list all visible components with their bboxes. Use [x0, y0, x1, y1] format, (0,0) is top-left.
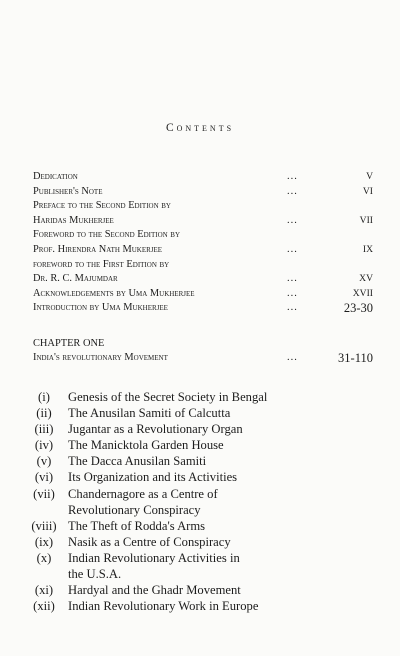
section-item	[20, 598, 320, 614]
toc-dots: ...	[287, 273, 298, 285]
section-number: (iv)	[34, 438, 54, 453]
toc-page: VI	[362, 185, 373, 197]
chapter-row	[33, 351, 373, 366]
toc-page: XVII	[352, 287, 373, 299]
section-number: (xi)	[34, 583, 54, 598]
section-title: The Theft of Rodda's Arms	[68, 518, 206, 533]
section-item	[20, 486, 320, 518]
toc-title: Preface to the Second Edition by	[33, 200, 171, 212]
section-list	[20, 389, 320, 614]
section-title: Indian Revolutionary Work in Europe	[68, 599, 259, 614]
chapter-page: 31-110	[338, 351, 373, 365]
section-number: (vi)	[34, 470, 54, 485]
toc-row	[33, 258, 373, 273]
toc-dots: ...	[287, 302, 298, 314]
section-item	[20, 518, 320, 534]
toc-page: XV	[359, 273, 373, 285]
section-item	[20, 534, 320, 550]
chapter-title: India's revolutionary Movement	[33, 352, 168, 363]
toc-title: Haridas Mukherjee	[33, 214, 114, 226]
section-number: (xii)	[33, 599, 55, 614]
section-title: The Manicktola Garden House	[68, 438, 224, 453]
toc-row	[33, 185, 373, 200]
section-item	[20, 405, 320, 421]
toc-row	[33, 214, 373, 229]
toc-row	[33, 199, 373, 214]
section-title: Hardyal and the Ghadr Movement	[68, 583, 241, 598]
toc-row	[33, 228, 373, 243]
toc-row	[33, 287, 373, 302]
section-number: (x)	[36, 550, 52, 565]
section-number: (v)	[36, 454, 52, 469]
front-matter-list	[33, 170, 373, 316]
section-title: The Dacca Anusilan Samiti	[68, 454, 207, 469]
toc-title: foreword to the First Edition by	[33, 258, 170, 270]
toc-title: Dr. R. C. Majumdar	[33, 273, 118, 285]
toc-title: Prof. Hirendra Nath Mukerjee	[33, 243, 163, 255]
section-title: Chandernagore as a Centre of	[68, 486, 218, 501]
toc-page: 23-30	[343, 301, 373, 316]
section-number: (vii)	[33, 486, 55, 501]
toc-title: Publisher's Note	[33, 185, 103, 197]
toc-page: V	[366, 171, 373, 182]
section-number: (ii)	[36, 406, 52, 421]
section-number: (iii)	[34, 422, 54, 437]
section-item	[20, 421, 320, 437]
section-title: Jugantar as a Revolutionary Organ	[68, 422, 243, 437]
chapter-dots: ...	[287, 352, 298, 363]
section-number: (viii)	[31, 518, 57, 533]
toc-row	[33, 272, 373, 287]
chapter-one	[33, 337, 373, 366]
toc-title: Introduction by Uma Mukherjee	[33, 302, 168, 314]
toc-page: VII	[359, 214, 373, 226]
section-title: Genesis of the Secret Society in Bengal	[68, 390, 268, 404]
toc-dots: ...	[287, 243, 298, 255]
toc-dots: ...	[287, 185, 298, 197]
toc-row	[33, 170, 373, 185]
section-item	[20, 469, 320, 485]
section-title: Indian Revolutionary Activities in	[68, 550, 240, 565]
toc-title: Foreword to the Second Edition by	[33, 229, 181, 241]
toc-title: Dedication	[33, 171, 78, 182]
section-title-continued: the U.S.A.	[68, 567, 122, 582]
toc-dots: ...	[287, 171, 298, 182]
chapter-label: CHAPTER ONE	[33, 338, 105, 349]
section-item	[20, 453, 320, 469]
section-item	[20, 550, 320, 582]
toc-dots: ...	[287, 214, 298, 226]
section-item	[20, 389, 320, 405]
toc-title: Acknowledgements by Uma Mukherjee	[33, 287, 195, 299]
section-number: (i)	[38, 390, 50, 404]
section-item	[20, 582, 320, 598]
section-title: Nasik as a Centre of Conspiracy	[68, 534, 231, 549]
toc-row	[33, 243, 373, 258]
toc-row	[33, 301, 373, 316]
section-title: Its Organization and its Activities	[68, 470, 238, 485]
section-title-continued: Revolutionary Conspiracy	[68, 502, 201, 517]
contents-heading: Contents	[165, 122, 235, 134]
section-item	[20, 437, 320, 453]
section-number: (ix)	[34, 534, 54, 549]
toc-dots: ...	[287, 287, 298, 299]
section-title: The Anusilan Samiti of Calcutta	[68, 406, 231, 421]
toc-page: IX	[362, 243, 373, 255]
